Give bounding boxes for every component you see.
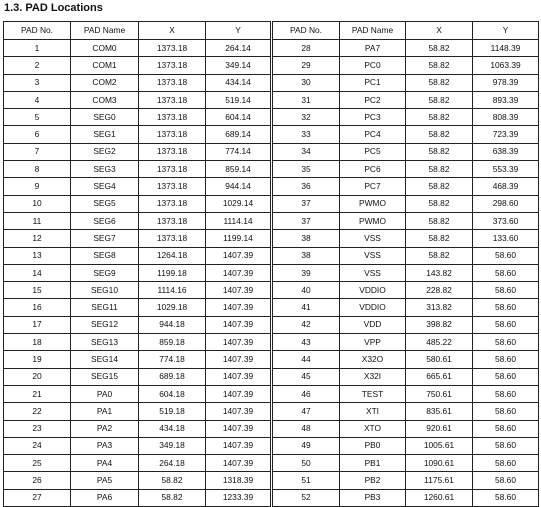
pad-no-cell: 36: [272, 178, 340, 195]
pad-no-cell: 3: [4, 74, 71, 91]
y-cell: 893.39: [473, 91, 539, 108]
x-cell: 1373.18: [139, 74, 206, 91]
table-row: [4, 316, 539, 333]
x-cell: 313.82: [406, 299, 473, 316]
pad-name-cell: PA6: [71, 489, 139, 506]
x-cell: 1373.18: [139, 57, 206, 74]
y-cell: 1114.14: [206, 212, 272, 229]
x-cell: 920.61: [406, 420, 473, 437]
pad-name-cell: PB2: [340, 472, 406, 489]
y-cell: 298.60: [473, 195, 539, 212]
pad-no-cell: 17: [4, 316, 71, 333]
y-cell: 373.60: [473, 212, 539, 229]
y-cell: 638.39: [473, 143, 539, 160]
pad-name-cell: COM3: [71, 91, 139, 108]
x-cell: 1199.18: [139, 264, 206, 281]
pad-no-cell: 1: [4, 40, 71, 57]
pad-name-cell: PC7: [340, 178, 406, 195]
pad-no-cell: 41: [272, 299, 340, 316]
pad-name-cell: PC0: [340, 57, 406, 74]
table-row: [4, 212, 539, 229]
pad-no-cell: 13: [4, 247, 71, 264]
header-y: Y: [206, 22, 272, 40]
pad-name-cell: VSS: [340, 230, 406, 247]
y-cell: 1233.39: [206, 489, 272, 506]
pad-name-cell: PB3: [340, 489, 406, 506]
table-row: [4, 264, 539, 281]
pad-name-cell: XTO: [340, 420, 406, 437]
x-cell: 58.82: [139, 489, 206, 506]
pad-no-cell: 52: [272, 489, 340, 506]
pad-name-cell: PWMO: [340, 195, 406, 212]
header-y-2: Y: [473, 22, 539, 40]
pad-name-cell: X32I: [340, 368, 406, 385]
pad-no-cell: 18: [4, 334, 71, 351]
x-cell: 1005.61: [406, 437, 473, 454]
table-row: [4, 282, 539, 299]
y-cell: 1407.39: [206, 247, 272, 264]
y-cell: 859.14: [206, 161, 272, 178]
x-cell: 774.18: [139, 351, 206, 368]
table-row: [4, 40, 539, 57]
pad-no-cell: 37: [272, 212, 340, 229]
y-cell: 1407.39: [206, 334, 272, 351]
pad-no-cell: 43: [272, 334, 340, 351]
pad-name-cell: VSS: [340, 264, 406, 281]
y-cell: 553.39: [473, 161, 539, 178]
table-row: [4, 126, 539, 143]
header-pad-name: PAD Name: [71, 22, 139, 40]
x-cell: 1373.18: [139, 109, 206, 126]
x-cell: 228.82: [406, 282, 473, 299]
table-row: [4, 161, 539, 178]
pad-name-cell: X32O: [340, 351, 406, 368]
table-row: [4, 230, 539, 247]
pad-no-cell: 28: [272, 40, 340, 57]
x-cell: 1373.18: [139, 161, 206, 178]
pad-name-cell: SEG15: [71, 368, 139, 385]
section-title: 1.3. PAD Locations: [4, 2, 103, 14]
y-cell: 604.14: [206, 109, 272, 126]
y-cell: 349.14: [206, 57, 272, 74]
x-cell: 58.82: [406, 247, 473, 264]
table-row: [4, 489, 539, 506]
x-cell: 1373.18: [139, 230, 206, 247]
y-cell: 1407.39: [206, 403, 272, 420]
pad-no-cell: 48: [272, 420, 340, 437]
y-cell: 434.14: [206, 74, 272, 91]
x-cell: 1373.18: [139, 195, 206, 212]
pad-no-cell: 46: [272, 385, 340, 402]
pad-no-cell: 38: [272, 247, 340, 264]
header-x-2: X: [406, 22, 473, 40]
table-row: [4, 247, 539, 264]
x-cell: 1373.18: [139, 212, 206, 229]
table-row: [4, 109, 539, 126]
x-cell: 58.82: [406, 212, 473, 229]
pad-no-cell: 6: [4, 126, 71, 143]
table-header-row: [4, 22, 539, 40]
y-cell: 519.14: [206, 91, 272, 108]
x-cell: 1373.18: [139, 91, 206, 108]
x-cell: 750.61: [406, 385, 473, 402]
pad-name-cell: SEG0: [71, 109, 139, 126]
pad-name-cell: SEG12: [71, 316, 139, 333]
pad-no-cell: 44: [272, 351, 340, 368]
pad-name-cell: PC6: [340, 161, 406, 178]
pad-no-cell: 27: [4, 489, 71, 506]
y-cell: 944.14: [206, 178, 272, 195]
y-cell: 808.39: [473, 109, 539, 126]
pad-no-cell: 39: [272, 264, 340, 281]
pad-no-cell: 12: [4, 230, 71, 247]
pad-no-cell: 7: [4, 143, 71, 160]
pad-no-cell: 22: [4, 403, 71, 420]
pad-no-cell: 2: [4, 57, 71, 74]
pad-name-cell: TEST: [340, 385, 406, 402]
pad-name-cell: PA3: [71, 437, 139, 454]
x-cell: 519.18: [139, 403, 206, 420]
y-cell: 58.60: [473, 437, 539, 454]
pad-no-cell: 19: [4, 351, 71, 368]
pad-no-cell: 50: [272, 455, 340, 472]
y-cell: 1407.39: [206, 368, 272, 385]
y-cell: 1318.39: [206, 472, 272, 489]
pad-no-cell: 38: [272, 230, 340, 247]
pad-no-cell: 24: [4, 437, 71, 454]
pad-no-cell: 21: [4, 385, 71, 402]
x-cell: 1114.16: [139, 282, 206, 299]
x-cell: 264.18: [139, 455, 206, 472]
pad-no-cell: 33: [272, 126, 340, 143]
y-cell: 1407.39: [206, 351, 272, 368]
pad-no-cell: 31: [272, 91, 340, 108]
table-row: [4, 91, 539, 108]
x-cell: 58.82: [406, 126, 473, 143]
x-cell: 604.18: [139, 385, 206, 402]
pad-locations-table: [3, 21, 539, 507]
y-cell: 689.14: [206, 126, 272, 143]
y-cell: 58.60: [473, 247, 539, 264]
pad-name-cell: VPP: [340, 334, 406, 351]
pad-name-cell: PC2: [340, 91, 406, 108]
x-cell: 143.82: [406, 264, 473, 281]
pad-name-cell: SEG1: [71, 126, 139, 143]
pad-name-cell: SEG9: [71, 264, 139, 281]
x-cell: 485.22: [406, 334, 473, 351]
x-cell: 349.18: [139, 437, 206, 454]
pad-name-cell: VSS: [340, 247, 406, 264]
x-cell: 58.82: [406, 143, 473, 160]
pad-name-cell: SEG4: [71, 178, 139, 195]
x-cell: 434.18: [139, 420, 206, 437]
pad-no-cell: 51: [272, 472, 340, 489]
pad-name-cell: SEG13: [71, 334, 139, 351]
x-cell: 58.82: [406, 109, 473, 126]
x-cell: 1175.61: [406, 472, 473, 489]
x-cell: 1090.61: [406, 455, 473, 472]
y-cell: 58.60: [473, 368, 539, 385]
y-cell: 58.60: [473, 299, 539, 316]
pad-no-cell: 25: [4, 455, 71, 472]
pad-name-cell: SEG6: [71, 212, 139, 229]
pad-name-cell: SEG3: [71, 161, 139, 178]
y-cell: 468.39: [473, 178, 539, 195]
y-cell: 58.60: [473, 455, 539, 472]
y-cell: 58.60: [473, 282, 539, 299]
y-cell: 264.14: [206, 40, 272, 57]
pad-name-cell: PC4: [340, 126, 406, 143]
pad-name-cell: SEG8: [71, 247, 139, 264]
pad-name-cell: PA2: [71, 420, 139, 437]
y-cell: 58.60: [473, 385, 539, 402]
pad-name-cell: PA7: [340, 40, 406, 57]
x-cell: 58.82: [406, 195, 473, 212]
pad-name-cell: VDD: [340, 316, 406, 333]
pad-name-cell: PA0: [71, 385, 139, 402]
y-cell: 1407.39: [206, 455, 272, 472]
pad-name-cell: SEG7: [71, 230, 139, 247]
pad-no-cell: 9: [4, 178, 71, 195]
y-cell: 1199.14: [206, 230, 272, 247]
y-cell: 1407.39: [206, 264, 272, 281]
x-cell: 1373.18: [139, 143, 206, 160]
pad-name-cell: COM1: [71, 57, 139, 74]
table-row: [4, 437, 539, 454]
pad-name-cell: COM2: [71, 74, 139, 91]
pad-name-cell: PC1: [340, 74, 406, 91]
table-row: [4, 385, 539, 402]
header-pad-no-2: PAD No.: [272, 22, 340, 40]
x-cell: 1373.18: [139, 126, 206, 143]
pad-no-cell: 49: [272, 437, 340, 454]
pad-name-cell: SEG14: [71, 351, 139, 368]
table-row: [4, 334, 539, 351]
pad-no-cell: 29: [272, 57, 340, 74]
y-cell: 58.60: [473, 334, 539, 351]
pad-name-cell: SEG11: [71, 299, 139, 316]
pad-no-cell: 23: [4, 420, 71, 437]
pad-name-cell: PC5: [340, 143, 406, 160]
y-cell: 58.60: [473, 264, 539, 281]
table-body: [4, 40, 539, 507]
pad-name-cell: COM0: [71, 40, 139, 57]
y-cell: 1148.39: [473, 40, 539, 57]
x-cell: 398.82: [406, 316, 473, 333]
table-row: [4, 195, 539, 212]
y-cell: 58.60: [473, 403, 539, 420]
pad-name-cell: PA1: [71, 403, 139, 420]
x-cell: 58.82: [406, 40, 473, 57]
pad-no-cell: 35: [272, 161, 340, 178]
y-cell: 978.39: [473, 74, 539, 91]
x-cell: 665.61: [406, 368, 473, 385]
pad-no-cell: 30: [272, 74, 340, 91]
y-cell: 1407.39: [206, 299, 272, 316]
pad-name-cell: PWMO: [340, 212, 406, 229]
y-cell: 58.60: [473, 420, 539, 437]
pad-name-cell: VDDIO: [340, 282, 406, 299]
pad-no-cell: 4: [4, 91, 71, 108]
y-cell: 1029.14: [206, 195, 272, 212]
table-row: [4, 57, 539, 74]
x-cell: 58.82: [406, 230, 473, 247]
pad-no-cell: 15: [4, 282, 71, 299]
pad-name-cell: SEG5: [71, 195, 139, 212]
table-row: [4, 178, 539, 195]
pad-name-cell: PB1: [340, 455, 406, 472]
pad-no-cell: 5: [4, 109, 71, 126]
y-cell: 58.60: [473, 489, 539, 506]
x-cell: 1373.18: [139, 40, 206, 57]
y-cell: 133.60: [473, 230, 539, 247]
pad-no-cell: 42: [272, 316, 340, 333]
table-row: [4, 420, 539, 437]
header-pad-name-2: PAD Name: [340, 22, 406, 40]
pad-no-cell: 34: [272, 143, 340, 160]
y-cell: 774.14: [206, 143, 272, 160]
y-cell: 58.60: [473, 351, 539, 368]
pad-name-cell: PA4: [71, 455, 139, 472]
pad-no-cell: 32: [272, 109, 340, 126]
pad-no-cell: 11: [4, 212, 71, 229]
x-cell: 1264.18: [139, 247, 206, 264]
pad-no-cell: 14: [4, 264, 71, 281]
pad-name-cell: PA5: [71, 472, 139, 489]
table-row: [4, 403, 539, 420]
pad-name-cell: SEG10: [71, 282, 139, 299]
pad-no-cell: 26: [4, 472, 71, 489]
x-cell: 58.82: [406, 57, 473, 74]
x-cell: 58.82: [406, 161, 473, 178]
header-x: X: [139, 22, 206, 40]
pad-no-cell: 20: [4, 368, 71, 385]
x-cell: 580.61: [406, 351, 473, 368]
pad-name-cell: PC3: [340, 109, 406, 126]
pad-no-cell: 10: [4, 195, 71, 212]
x-cell: 835.61: [406, 403, 473, 420]
pad-name-cell: SEG2: [71, 143, 139, 160]
x-cell: 944.18: [139, 316, 206, 333]
y-cell: 723.39: [473, 126, 539, 143]
table-row: [4, 299, 539, 316]
table-row: [4, 368, 539, 385]
pad-name-cell: VDDIO: [340, 299, 406, 316]
y-cell: 1407.39: [206, 420, 272, 437]
y-cell: 58.60: [473, 472, 539, 489]
pad-name-cell: PB0: [340, 437, 406, 454]
pad-no-cell: 47: [272, 403, 340, 420]
x-cell: 58.82: [406, 74, 473, 91]
pad-name-cell: XTI: [340, 403, 406, 420]
x-cell: 58.82: [406, 178, 473, 195]
table-row: [4, 74, 539, 91]
x-cell: 58.82: [139, 472, 206, 489]
pad-no-cell: 45: [272, 368, 340, 385]
y-cell: 1407.39: [206, 316, 272, 333]
y-cell: 1407.39: [206, 437, 272, 454]
x-cell: 689.18: [139, 368, 206, 385]
pad-no-cell: 8: [4, 161, 71, 178]
table-row: [4, 351, 539, 368]
y-cell: 1063.39: [473, 57, 539, 74]
x-cell: 859.18: [139, 334, 206, 351]
y-cell: 58.60: [473, 316, 539, 333]
pad-no-cell: 40: [272, 282, 340, 299]
table-row: [4, 455, 539, 472]
table-row: [4, 143, 539, 160]
header-pad-no: PAD No.: [4, 22, 71, 40]
x-cell: 58.82: [406, 91, 473, 108]
pad-no-cell: 16: [4, 299, 71, 316]
x-cell: 1373.18: [139, 178, 206, 195]
x-cell: 1029.18: [139, 299, 206, 316]
pad-no-cell: 37: [272, 195, 340, 212]
y-cell: 1407.39: [206, 385, 272, 402]
y-cell: 1407.39: [206, 282, 272, 299]
x-cell: 1260.61: [406, 489, 473, 506]
